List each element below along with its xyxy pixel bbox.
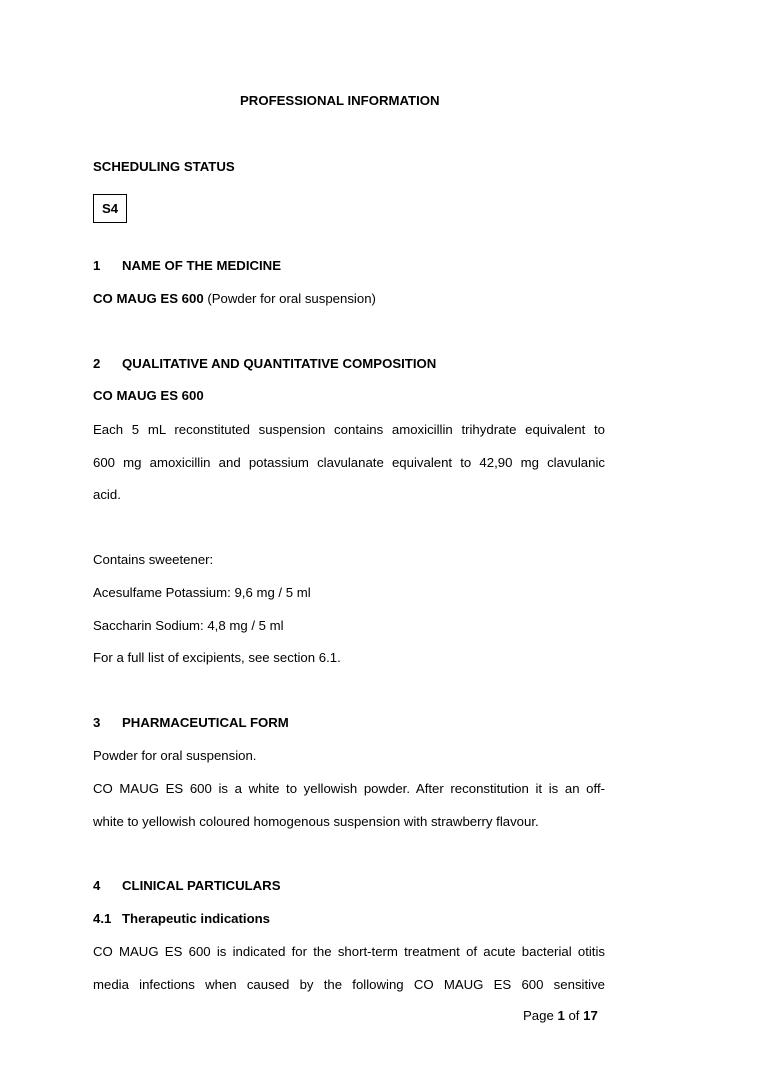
scheduling-status-value: S4 [102, 201, 119, 216]
section-4-title: CLINICAL PARTICULARS [122, 878, 281, 893]
section-4-1-number: 4.1 [93, 911, 112, 926]
document-title: PROFESSIONAL INFORMATION [240, 93, 440, 108]
excipients-note: For a full list of excipients, see section 6.1. [93, 650, 341, 665]
sweetener-label: Contains sweetener: [93, 552, 214, 567]
form-line-2: CO MAUG ES 600 is a white to yellowish powder. After reconstitution it is an off- [93, 781, 605, 796]
composition-line-3: acid. [93, 487, 121, 502]
indications-line-2: media infections when caused by the following CO MAUG ES 600 sensitive [93, 977, 605, 992]
product-name-line [93, 291, 376, 307]
page-current: 1 [557, 1008, 565, 1023]
form-line-1: Powder for oral suspension. [93, 748, 257, 763]
section-4-1-title: Therapeutic indications [122, 911, 271, 926]
section-1-title: NAME OF THE MEDICINE [122, 258, 281, 273]
section-4-heading [93, 878, 281, 894]
page-label: Page [523, 1008, 558, 1023]
form-line-3: white to yellowish coloured homogenous suspension with strawberry flavour. [93, 814, 539, 829]
section-3-title: PHARMACEUTICAL FORM [122, 715, 289, 730]
page-number [523, 1008, 598, 1024]
section-4-number: 4 [93, 878, 101, 893]
composition-subheading: CO MAUG ES 600 [93, 388, 204, 403]
composition-line-2: 600 mg amoxicillin and potassium clavulanate equivalent to 42,90 mg clavulanic [93, 455, 605, 470]
section-2-heading [93, 356, 436, 372]
sweetener-acesulfame: Acesulfame Potassium: 9,6 mg / 5 ml [93, 585, 311, 600]
composition-line-1: Each 5 mL reconstituted suspension contains amoxicillin trihydrate equivalent to [93, 422, 605, 437]
section-1-number: 1 [93, 258, 101, 273]
section-2-number: 2 [93, 356, 101, 371]
section-2-title: QUALITATIVE AND QUANTITATIVE COMPOSITION [122, 356, 437, 371]
indications-line-1: CO MAUG ES 600 is indicated for the short-term treatment of acute bacterial otitis [93, 944, 605, 959]
product-name: CO MAUG ES 600 [93, 291, 204, 306]
product-form: (Powder for oral suspension) [203, 291, 376, 306]
section-1-heading [93, 258, 281, 274]
page-of: of [564, 1008, 584, 1023]
scheduling-status-box [93, 194, 127, 223]
page-total: 17 [583, 1008, 598, 1023]
sweetener-saccharin: Saccharin Sodium: 4,8 mg / 5 ml [93, 618, 284, 633]
section-3-number: 3 [93, 715, 101, 730]
scheduling-status-heading: SCHEDULING STATUS [93, 159, 235, 174]
section-4-1-heading [93, 911, 270, 927]
section-3-heading [93, 715, 289, 731]
